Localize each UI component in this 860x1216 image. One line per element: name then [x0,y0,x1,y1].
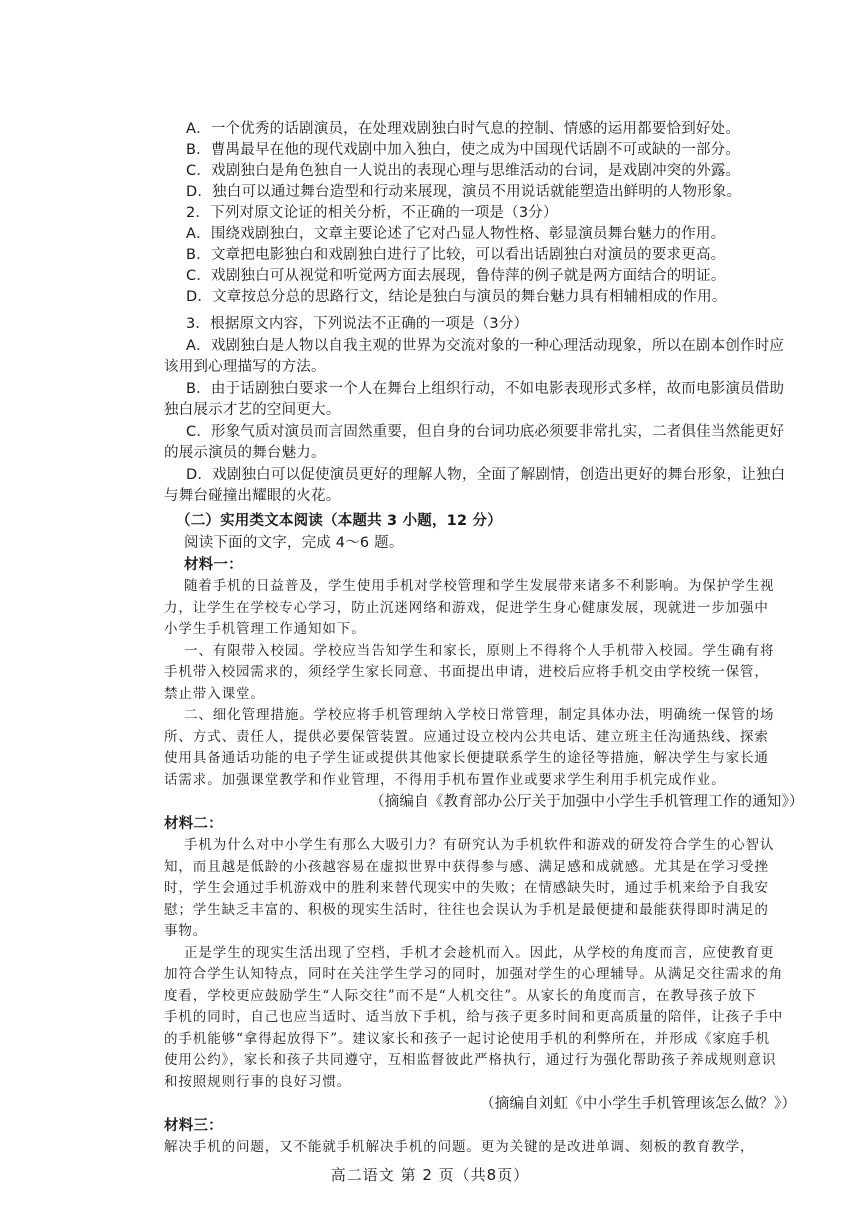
material-one-line: 一、有限带入校园。学校应当告知学生和家长，原则上不得将个人手机带入校园。学生确有将 [184,643,775,659]
material-one-line: 使用具备通话功能的电子学生证或提供其他家长便捷联系学生的途径等措施，解决学生与家长通 [164,750,769,766]
material-two-line: 事物。 [164,923,208,939]
q2-option-a: A．围绕戏剧独白，文章主要论述了它对凸显人物性格、彰显演员舞台魅力的作用。 [186,226,726,242]
q2-stem: 2．下列对原文论证的相关分析，不正确的一项是（3分） [186,205,558,221]
q2-option-b: B．文章把电影独白和戏剧独白进行了比较，可以看出话剧独白对演员的要求更高。 [186,247,726,263]
material-two-line: 正是学生的现实生活出现了空档，手机才会趁机而入。因此，从学校的角度而言，应使教育更 [184,945,775,961]
material-three-line: 解决手机的问题，又不能就手机解决手机的问题。更为关键的是改进单调、刻板的教育教学， [164,1139,755,1155]
material-one-label: 材料一： [184,557,243,573]
q3-line: D．戏剧独白可以促使演员更好的理解人物，全面了解剧情，创造出更好的舞台形象，让独白 [186,467,786,483]
q3-line: B．由于话剧独白要求一个人在舞台上组织行动，不如电影表现形式多样，故而电影演员借助 [186,381,785,397]
material-one-source: （摘编自《教育部办公厅关于加强中小学生手机管理工作的通知》） [370,794,804,810]
material-one-line: 二、细化管理措施。学校应将手机管理纳入学校日常管理，制定具体办法，明确统一保管的场 [184,707,775,723]
material-three-label: 材料三： [164,1118,223,1134]
material-one-line: 禁止带入课堂。 [164,686,265,702]
material-two-line: 手机为什么对中小学生有那么大吸引力？有研究认为手机软件和游戏的研发符合学生的心智认 [184,837,775,853]
q2-option-d: D．文章按总分总的思路行文，结论是独白与演员的舞台魅力具有相辅相成的作用。 [186,289,727,305]
material-one-line: 小学生手机管理工作通知如下。 [164,621,366,637]
material-two-source: （摘编自刘虹《中小学生手机管理该怎么做？》） [480,1096,797,1112]
q3-line: C．形象气质对演员而言固然重要，但自身的台词功底必须要非常扎实，二者俱佳当然能更好 [186,424,785,440]
q1-option-b: B．曹禺最早在他的现代戏剧中加入独白，使之成为中国现代话剧不可或缺的一部分。 [186,142,741,158]
q1-option-c: C．戏剧独白是角色独自一人说出的表现心理与思维活动的台词，是戏剧冲突的外露。 [186,163,741,179]
material-two-line: 加符合学生认知特点，同时在关注学生学习的同时，加强对学生的心理辅导。从满足交往需求的角 [164,966,784,982]
material-two-line: 使用公约》，家长和孩子共同遵守，互相监督彼此严格执行，通过行为强化帮助孩子养成规则意识 [164,1052,777,1068]
q3-line: 与舞台碰撞出耀眼的火花。 [164,488,341,504]
q2-option-c: C．戏剧独白可从视觉和听觉两方面去展现，鲁侍萍的例子就是两方面结合的明证。 [186,268,726,284]
material-two-line: 和按照规则行事的良好习惯。 [164,1074,352,1090]
material-two-line: 的手机能够“拿得起放得下”。建议家长和孩子一起讨论使用手机的利弊所在，并形成《家庭手机 [164,1031,771,1047]
q3-stem: 3．根据原文内容，下列说法不正确的一项是（3分） [186,316,529,332]
q1-option-d: D．独白可以通过舞台造型和行动来展现，演员不用说话就能塑造出鲜明的人物形象。 [186,184,742,200]
material-two-label: 材料二： [164,816,223,832]
material-one-line: 所、方式、责任人，提供必要保管装置。应通过设立校内公共电话、建立班主任沟通热线、探索 [164,729,769,745]
material-two-line: 慰；学生缺乏丰富的、积极的现实生活时，往往也会误认为手机是最便捷和最能获得即时满足的 [164,902,769,918]
material-one-line: 话需求。加强课堂教学和作业管理，不得用手机布置作业或要求学生利用手机完成作业。 [164,772,726,788]
material-two-line: 手机的同时，自己也应当适时、适当放下手机，给与孩子更多时间和更高质量的陪伴，让孩子手中 [164,1009,784,1025]
q3-line: 独白展示才艺的空间更大。 [164,402,341,418]
page-footer: 高二语文 第 2 页（共8页） [330,1166,530,1184]
q3-line: 的展示演员的舞台魅力。 [164,445,326,461]
q3-line: A．戏剧独白是人物以自我主观的世界为交流对象的一种心理活动现象，所以在剧本创作时应 [186,338,785,354]
material-one-line: 手机带入校园需求的，须经学生家长同意、书面提出申请，进校后应将手机交由学校统一保管， [164,664,769,680]
material-two-line: 知，而且越是低龄的小孩越容易在虚拟世界中获得参与感、满足感和成就感。尤其是在学习受挫 [164,859,769,875]
material-two-line: 度看，学校更应鼓励学生“人际交往”而不是“人机交往”。从家长的角度而言，在教导孩子放下 [164,988,757,1004]
q3-line: 该用到心理描写的方法。 [164,359,326,375]
material-one-line: 随着手机的日益普及，学生使用手机对学校管理和学生发展带来诸多不利影响。为保护学生视 [184,578,775,594]
material-one-line: 力，让学生在学校专心学习，防止沉迷网络和游戏，促进学生身心健康发展，现就进一步加强中 [164,600,769,616]
section-instruction: 阅读下面的文字，完成 4～6 题。 [184,535,404,551]
q1-option-a: A．一个优秀的话剧演员，在处理戏剧独白时气息的控制、情感的运用都要恰到好处。 [186,121,741,137]
section-heading: （二）实用类文本阅读（本题共 3 小题，12 分） [176,513,502,529]
material-two-line: 时，学生会通过手机游戏中的胜利来替代现实中的失败；在情感缺失时，通过手机来给予自我安 [164,880,769,896]
